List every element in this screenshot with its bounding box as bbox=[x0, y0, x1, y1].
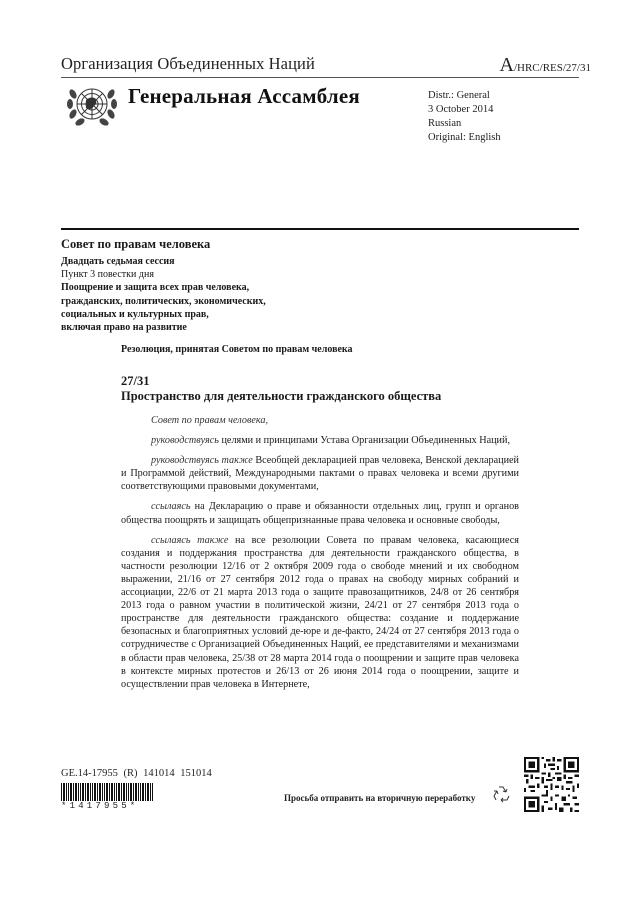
paragraph-text: целями и принципами Устава Организации Объединенных Наций, bbox=[218, 435, 511, 447]
preamble-paragraph bbox=[121, 534, 519, 691]
recycle-note: Просьба отправить на вторичную переработку bbox=[284, 793, 476, 803]
document-job-number: GE.14-17955 (R) 141014 151014 bbox=[61, 768, 212, 779]
paragraph-text: на все резолюции Совета по правам человека, касающиеся создания и поддержания пространства для деятельности гражданского общества, в частности резолюции 12/16 от 2 октября 2009 года о свободе мнений и их свободном выражении, 21/16 от 27 сентября 2012 года о правах на свободу мирных собраний и ассоциации, 22/6 от 21 марта 2013 года о защите правозащитников, 24/8 от 26 сентября 2013 года о равном участии в политической жизни, 24/21 от 27 сентября 2013 года о пространстве для деятельности гражданского общества: создание и поддержание безопасных и благоприятных условий де-юре и де-факто, 24/24 от 27 сентября 2013 года о сотрудничестве с Организацией Объединенных Наций, ее представителями и механизмами в области прав человека, 25/38 от 28 марта 2014 года о поощрении и защите прав человека в контексте мирных протестов и 26/13 от 26 июня 2014 года о поощрении, защите и осуществлении прав человека в Интернете, bbox=[121, 534, 519, 690]
agenda-title-line: Поощрение и защита всех прав человека, bbox=[61, 282, 250, 294]
barcode-icon bbox=[61, 783, 153, 801]
paragraph-lead: ссылаясь также bbox=[151, 534, 229, 546]
paragraph-lead: руководствуясь bbox=[151, 435, 219, 447]
paragraph-lead: руководствуясь также bbox=[151, 455, 253, 467]
original-language-line: Original: English bbox=[428, 132, 501, 143]
paragraph-lead: Совет по правам человека, bbox=[151, 415, 269, 426]
agenda-title-line: гражданских, политических, экономических, bbox=[61, 295, 266, 307]
resolution-adopted-by: Резолюция, принятая Советом по правам человека bbox=[121, 344, 353, 355]
recycle-icon bbox=[491, 784, 513, 806]
paragraph-text: Всеобщей декларацией прав человека, Венской декларацией и Программой действий, Международными пактами о правах человека и всеми другими соответствующими правовыми документами, bbox=[121, 455, 519, 493]
distr-line: Distr.: General bbox=[428, 90, 490, 101]
preamble-paragraph bbox=[121, 500, 519, 526]
agenda-title-line: социальных и культурных прав, bbox=[61, 308, 209, 320]
barcode-number: *1417955* bbox=[61, 801, 139, 811]
preamble-paragraph bbox=[121, 454, 519, 493]
section-rule bbox=[61, 228, 579, 230]
general-assembly-title: Генеральная Ассамблея bbox=[128, 84, 360, 108]
date-line: 3 October 2014 bbox=[428, 104, 494, 115]
document-symbol bbox=[500, 54, 591, 77]
session-meta bbox=[61, 255, 266, 334]
session: Двадцать седьмая сессия bbox=[61, 256, 175, 267]
un-emblem-icon bbox=[64, 82, 120, 128]
resolution-title: Пространство для деятельности гражданского общества bbox=[121, 389, 442, 403]
agenda-item: Пункт 3 повестки дня bbox=[61, 269, 154, 281]
organization-name: Организация Объединенных Наций bbox=[61, 54, 315, 73]
preamble-paragraph bbox=[121, 414, 519, 427]
symbol-prefix: A bbox=[499, 54, 514, 76]
paragraph-lead: ссылаясь bbox=[151, 501, 191, 513]
language-line: Russian bbox=[428, 118, 462, 129]
agenda-title-line: включая право на развитие bbox=[61, 322, 187, 334]
symbol-rest: /HRC/RES/27/31 bbox=[513, 62, 591, 74]
council-name: Совет по правам человека bbox=[61, 237, 211, 251]
preamble-paragraph bbox=[121, 434, 519, 447]
header-rule bbox=[61, 77, 579, 78]
resolution-body bbox=[121, 414, 519, 698]
qr-code-icon bbox=[524, 757, 579, 812]
paragraph-text: на Декларацию о праве и обязанности отдельных лиц, групп и органов общества поощрять и защищать общепризнанные права человека и основные свободы, bbox=[121, 501, 519, 526]
resolution-number: 27/31 bbox=[121, 374, 150, 388]
distribution-info bbox=[428, 89, 501, 145]
